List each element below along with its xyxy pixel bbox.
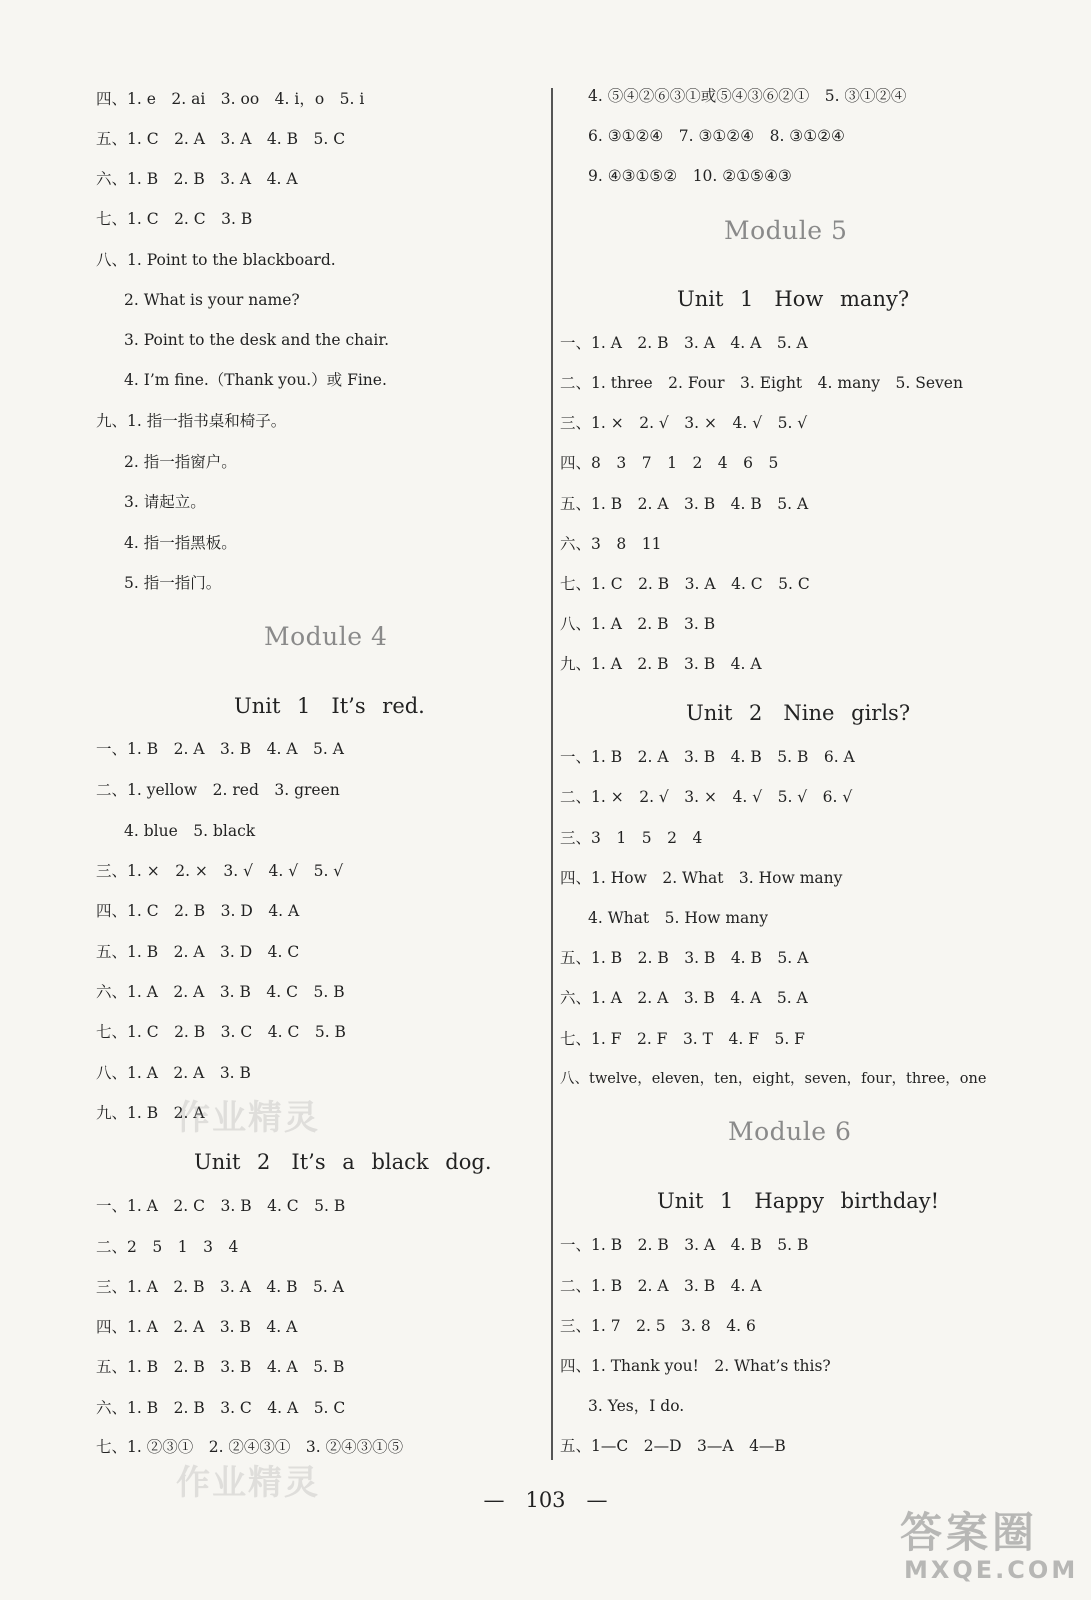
answer-line: 五、1. B 2. A 3. B 4. B 5. A — [560, 495, 809, 513]
answer-line: 二、2 5 1 3 4 — [96, 1238, 239, 1256]
answer-line: 4. blue 5. black — [124, 822, 256, 840]
logo-text: 答案圈 — [900, 1508, 1039, 1557]
answer-line: 4. 指一指黑板。 — [124, 534, 237, 552]
answer-line: 七、1. C 2. B 3. C 4. C 5. B — [96, 1023, 346, 1041]
module-title: Module 4 — [264, 622, 388, 651]
answer-line: 四、1. Thank you! 2. What’s this? — [560, 1357, 831, 1375]
answer-line: 八、1. A 2. B 3. B — [560, 615, 716, 633]
answer-line: 二、1. three 2. Four 3. Eight 4. many 5. Seven — [560, 374, 963, 392]
answer-line: 4. I’m fine.（Thank you.）或 Fine. — [124, 371, 387, 389]
module-title: Module 6 — [728, 1117, 852, 1146]
answer-line: 六、1. B 2. B 3. A 4. A — [96, 170, 298, 188]
answer-line: 3. Point to the desk and the chair. — [124, 331, 389, 349]
unit-title: Unit 1 Happy birthday! — [657, 1189, 940, 1213]
answer-line: 2. 指一指窗户。 — [124, 453, 237, 471]
answer-line: 四、8 3 7 1 2 4 6 5 — [560, 454, 779, 472]
answer-line: 五、1. C 2. A 3. A 4. B 5. C — [96, 130, 346, 148]
answer-line: 四、1. How 2. What 3. How many — [560, 869, 843, 887]
answer-line: 9. ④③①⑤② 10. ②①⑤④③ — [588, 167, 792, 185]
answer-line: 5. 指一指门。 — [124, 574, 222, 592]
answer-line: 一、1. B 2. A 3. B 4. A 5. A — [96, 740, 344, 758]
answer-line: 六、1. A 2. A 3. B 4. A 5. A — [560, 989, 808, 1007]
answer-line: 七、1. C 2. C 3. B — [96, 210, 253, 228]
answer-line: 四、1. A 2. A 3. B 4. A — [96, 1318, 298, 1336]
answer-line: 七、1. ②③① 2. ②④③① 3. ②④③①⑤ — [96, 1438, 404, 1456]
answer-line: 四、1. C 2. B 3. D 4. A — [96, 902, 300, 920]
answer-line: 3. 请起立。 — [124, 493, 206, 511]
answer-line: 六、1. B 2. B 3. C 4. A 5. C — [96, 1399, 346, 1417]
answer-line: 六、3 8 11 — [560, 535, 662, 553]
column-divider — [551, 88, 553, 1460]
answer-line: 五、1. B 2. B 3. B 4. A 5. B — [96, 1358, 345, 1376]
unit-title: Unit 1 It’s red. — [234, 694, 425, 718]
answer-line: 八、1. Point to the blackboard. — [96, 251, 336, 269]
answer-line: 一、1. B 2. A 3. B 4. B 5. B 6. A — [560, 748, 855, 766]
answer-line: 八、1. A 2. A 3. B — [96, 1064, 251, 1082]
answer-line: 九、1. 指一指书桌和椅子。 — [96, 412, 287, 430]
logo-domain: MXQE.COM — [904, 1556, 1079, 1584]
answer-line: 三、1. A 2. B 3. A 4. B 5. A — [96, 1278, 344, 1296]
answer-line: 2. What is your name? — [124, 291, 300, 309]
answer-line: 九、1. B 2. A — [96, 1104, 205, 1122]
answer-line: 九、1. A 2. B 3. B 4. A — [560, 655, 762, 673]
answer-line: 4. What 5. How many — [588, 909, 769, 927]
page-number: — 103 — — [483, 1488, 608, 1512]
answer-line: 八、twelve，eleven，ten，eight，seven，four，three，one — [560, 1071, 987, 1087]
answer-line: 三、1. × 2. √ 3. × 4. √ 5. √ — [560, 414, 808, 432]
answer-line: 五、1. B 2. B 3. B 4. B 5. A — [560, 949, 809, 967]
answer-line: 六、1. A 2. A 3. B 4. C 5. B — [96, 983, 345, 1001]
answer-line: 四、1. e 2. ai 3. oo 4. i，o 5. i — [96, 90, 365, 108]
answer-line: 三、3 1 5 2 4 — [560, 829, 703, 847]
answer-line: 三、1. × 2. × 3. √ 4. √ 5. √ — [96, 862, 344, 880]
answer-line: 二、1. B 2. A 3. B 4. A — [560, 1277, 762, 1295]
answer-line: 七、1. C 2. B 3. A 4. C 5. C — [560, 575, 810, 593]
answer-line: 五、1. B 2. A 3. D 4. C — [96, 943, 300, 961]
answer-line: 七、1. F 2. F 3. T 4. F 5. F — [560, 1030, 805, 1048]
answer-line: 一、1. B 2. B 3. A 4. B 5. B — [560, 1236, 809, 1254]
answer-line: 6. ③①②④ 7. ③①②④ 8. ③①②④ — [588, 127, 845, 145]
watermark: 作业精灵 — [176, 1463, 320, 1503]
answer-line: 4. ⑤④②⑥③①或⑤④③⑥②① 5. ③①②④ — [588, 87, 907, 105]
answer-line: 二、1. × 2. √ 3. × 4. √ 5. √ 6. √ — [560, 788, 853, 806]
site-logo — [900, 1500, 1079, 1590]
answer-line: 三、1. 7 2. 5 3. 8 4. 6 — [560, 1317, 756, 1335]
watermark: 作业精灵 — [176, 1098, 320, 1138]
unit-title: Unit 2 It’s a black dog. — [194, 1150, 492, 1174]
answer-line: 五、1—C 2—D 3—A 4—B — [560, 1437, 786, 1455]
answer-line: 3. Yes，I do. — [588, 1397, 685, 1415]
unit-title: Unit 1 How many? — [677, 287, 910, 311]
module-title: Module 5 — [724, 216, 848, 245]
answer-line: 一、1. A 2. B 3. A 4. A 5. A — [560, 334, 808, 352]
answer-line: 二、1. yellow 2. red 3. green — [96, 781, 340, 799]
unit-title: Unit 2 Nine girls? — [686, 701, 911, 725]
answer-line: 一、1. A 2. C 3. B 4. C 5. B — [96, 1197, 346, 1215]
